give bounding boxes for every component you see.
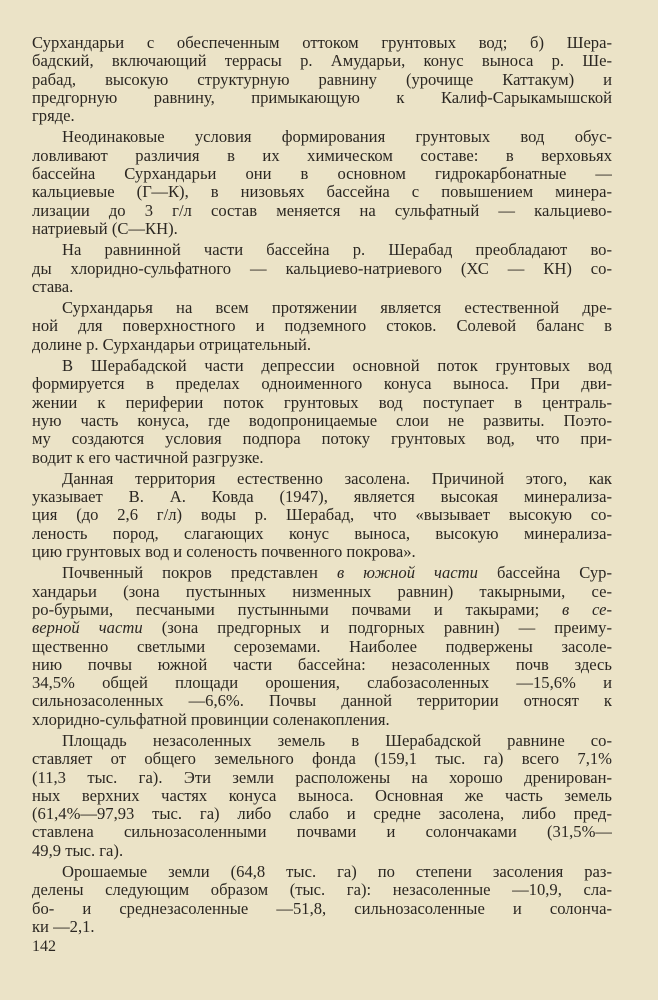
text-line: бадский, включающий террасы р. Амударьи, конус выноса р. Ше- (32, 52, 612, 71)
text-line: гряде. (32, 107, 75, 126)
page-number: 142 (32, 938, 56, 955)
text-line: ную часть конуса, где водопроницаемые слои не развиты. Поэто- (32, 411, 612, 430)
text-line: (61,4%—97,93 тыс. га) либо слабо и средне засолена, либо пред- (32, 805, 612, 824)
body-text (32, 34, 612, 936)
text-line: ды хлоридно-сульфатного — кальциево-натриевого (ХС — КН) со- (32, 259, 612, 278)
text-line: ной для поверхностного и подземного стоков. Солевой баланс в (32, 317, 612, 336)
text-line: Сурхандарья на всем протяжении является естественной дре- (62, 299, 612, 318)
paragraph (32, 732, 612, 860)
text-line: Сурхандарьи с обеспеченным оттоком грунтовых вод; б) Шера- (32, 34, 612, 52)
text-line: (11,3 тыс. га). Эти земли расположены на хорошо дренирован- (32, 768, 612, 787)
text-line: 34,5% общей площади орошения, слабозасоленных —15,6% и (32, 674, 612, 693)
text-line: цию грунтовых вод и соленость почвенного покрова». (32, 543, 416, 562)
text-line: му создаются условия подпора потоку грунтовых вод, что при- (32, 430, 612, 449)
text-line: водит к его частичной разгрузке. (32, 448, 264, 467)
text-line: В Шерабадской части депрессии основной поток грунтовых вод (62, 357, 612, 376)
text-line: На равнинной части бассейна р. Шерабад преобладают во- (62, 241, 612, 260)
text-line: предгорную равнину, примыкающую к Калиф-Сарыкамышской (32, 88, 612, 107)
paragraph (32, 128, 612, 238)
text-line: верной части (зона предгорных и подгорных равнин) — преиму- (32, 619, 612, 638)
text-line: 49,9 тыс. га). (32, 841, 124, 860)
text-line: лизации до 3 г/л состав меняется на сульфатный — кальциево- (32, 201, 612, 220)
text-line: Неодинаковые условия формирования грунтовых вод обус- (62, 128, 612, 147)
text-line: формируется в пределах одноименного конуса выноса. При дви- (32, 375, 612, 394)
paragraph (32, 241, 612, 296)
text-line: Данная территория естественно засолена. Причиной этого, как (62, 469, 612, 488)
text-line: ставлена сильнозасоленными почвами и солончаками (31,5%— (32, 823, 612, 842)
paragraph (32, 863, 612, 936)
text-line: става. (32, 277, 74, 296)
text-line: хлоридно-сульфатной провинции соленакопления. (32, 710, 390, 729)
text-line: леность пород, слагающих конус выноса, высокую минерализа- (32, 524, 612, 543)
text-line: указывает В. А. Ковда (1947), является высокая минерализа- (32, 488, 612, 507)
paragraph (32, 564, 612, 729)
text-line: ловливают различия в их химическом составе: в верховьях (32, 146, 612, 165)
text-line: ки —2,1. (32, 917, 95, 936)
text-line: рабад, высокую структурную равнину (урочище Каттакум) и (32, 70, 612, 89)
text-line: сильнозасоленных —6,6%. Почвы данной территории относят к (32, 692, 612, 711)
text-line: хандарьи (зона пустынных низменных равнин) такырными, се- (32, 582, 612, 601)
text-line: нию почвы южной части бассейна: незасоленных почв здесь (32, 655, 612, 674)
paragraph (32, 299, 612, 354)
text-line: ставляет от общего земельного фонда (159,1 тыс. га) всего 7,1% (32, 750, 612, 769)
text-line: ных верхних частях конуса выноса. Основная же часть земель (32, 786, 612, 805)
paragraph (32, 470, 612, 561)
text-line: бо- и среднезасоленные —51,8, сильнозасоленные и солонча- (32, 899, 612, 918)
text-line: делены следующим образом (тыс. га): незасоленные —10,9, сла- (32, 881, 612, 900)
text-line: щественно светлыми сероземами. Наиболее подвержены засоле- (32, 637, 612, 656)
text-line: Почвенный покров представлен в южной части бассейна Сур- (62, 564, 612, 583)
text-line: долине р. Сурхандарьи отрицательный. (32, 335, 311, 354)
text-line: Площадь незасоленных земель в Шерабадской равнине со- (62, 731, 612, 750)
text-line: кальциевые (Г—К), в низовьях бассейна с повышением минера- (32, 183, 612, 202)
text-line: бассейна Сурхандарьи они в основном гидрокарбонатные — (32, 165, 612, 184)
text-line: натриевый (С—КН). (32, 219, 178, 238)
paragraph (32, 34, 612, 125)
paragraph (32, 357, 612, 467)
text-line: Орошаемые земли (64,8 тыс. га) по степени засоления раз- (62, 863, 612, 882)
text-line: ро-бурыми, песчаными пустынными почвами и такырами; в се- (32, 600, 612, 619)
text-line: жении к периферии поток грунтовых вод поступает в централь- (32, 393, 612, 412)
text-line: ция (до 2,6 г/л) воды р. Шерабад, что «вызывает высокую со- (32, 506, 612, 525)
